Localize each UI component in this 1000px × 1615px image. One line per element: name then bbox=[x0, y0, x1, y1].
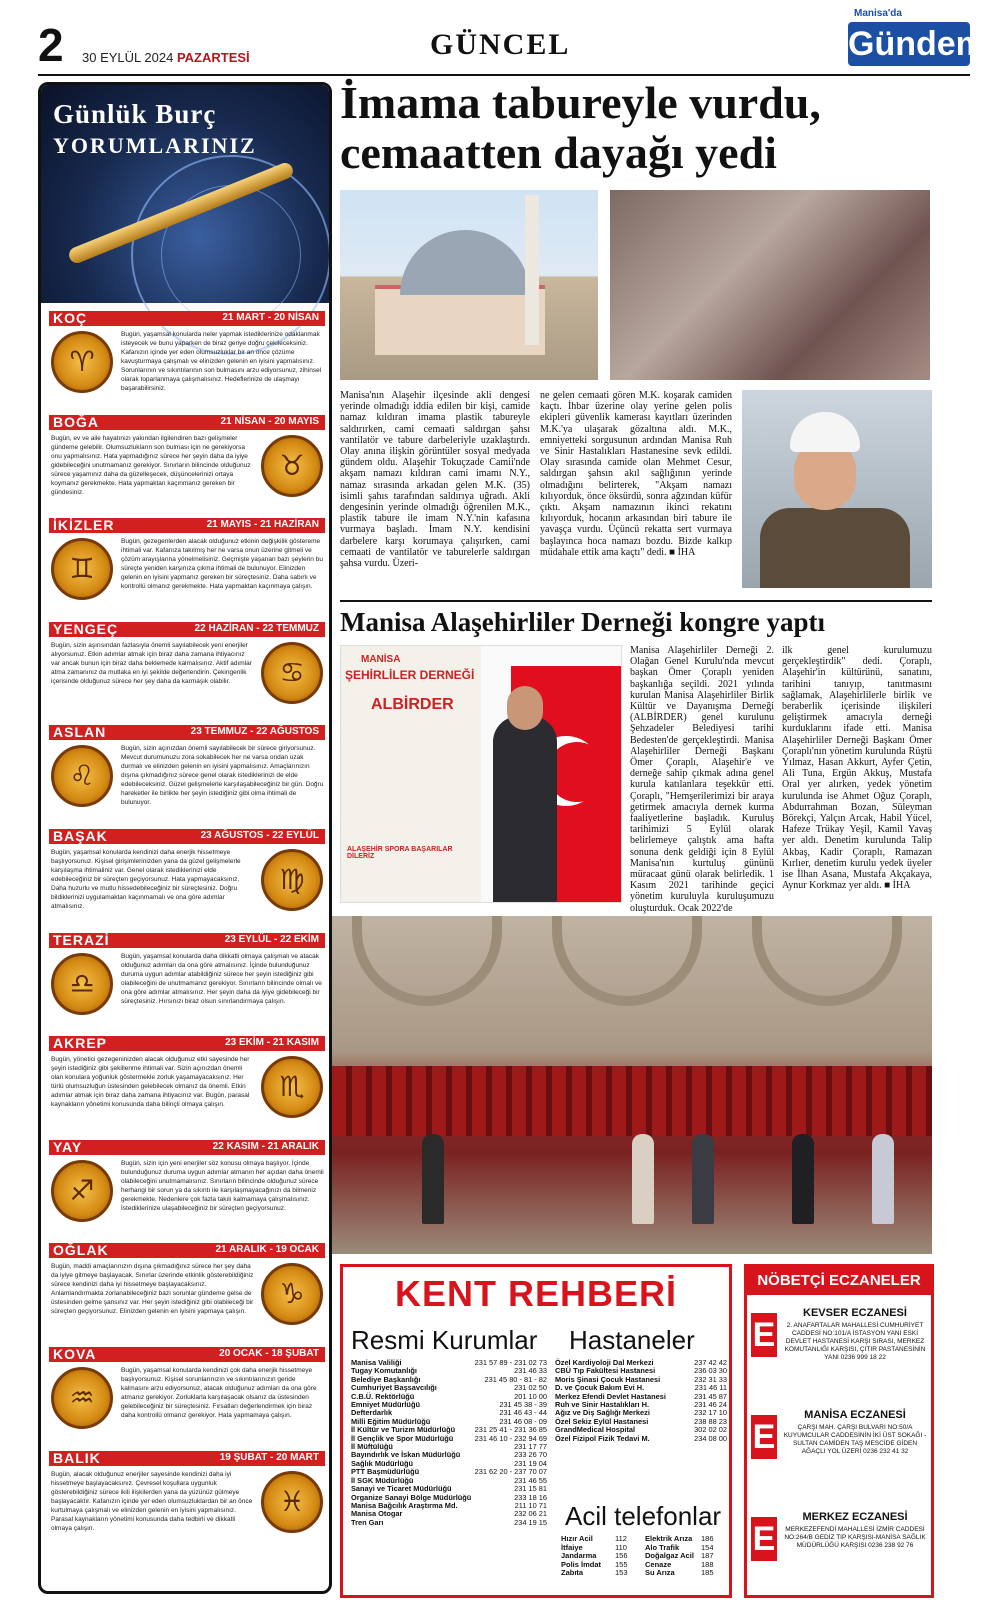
issue-date bbox=[82, 50, 250, 65]
official-row-label: İl Kültür ve Turizm Müdürlüğü bbox=[351, 1425, 456, 1435]
article2-column-2: ilk genel kurulumuzu gerçekleştirdik" dedi. Çoraplı, Alaşehir'in kültürünü, sanatını, tarihini tanıyıp, tanıtmasını sağlamak, Alaşehirlilerle birlik ve beraberlik içerisinde ilişkileri geliştirmek amacıyla derneği kurduklarını ifade etti. Manisa Alaşehirliler Derneği Başkanı Ömer Çoraplı'nın yönetim kurulunda Rüştü Yılmaz, Hasan Akkurt, Ayfer Çetin, Ali Tuna, Ergün Akkuş, Mustafa Oral yer alırken, yedek yönetim kurulunda ise Ahmet Oğuz Çoraplı, Abdurrahman Bozan, Süleyman Börekçi, Yalçın Arcak, Habil Yücel, Hafeze Trükay Yeşil, Kamil Yavaş yer aldı. Denetim kurulunda Talip Akbaş, Kadir Çoraplı, Ramazan Kırlıer, denetim kurulu yedek üyeler ise İlhan Asana, Mustafa Akçakaya, Aynur Korkmaz yer aldı. ■ İHA bbox=[782, 645, 932, 892]
horoscope-sign bbox=[49, 1243, 325, 1343]
official-row-label: PTT Başmüdürlüğü bbox=[351, 1467, 420, 1477]
sign-header-bar bbox=[49, 725, 325, 740]
article2-column-1: Manisa Alaşehirliler Derneği 2. Olağan Genel Kurulu'nda mevcut başkan Ömer Çoraplı yeniden başkanlığa seçildi. 2021 yılında kurulan Manisa Alaşehirliler Birlik Kültür ve Dayanışma Derneği (ALBİRDER) genel kurulunu Şehzadeler Belediyesi tarihi Bedesten'de gerçekleştirdi. Manisa Alaşehirliler Derneği Başkanı Ömer Çoraplı, Alaşehir'e ve derneğe sahip çıkmak adına genel kurula katılanlara teşekkür etti. Çoraplı, "Hemşerilerimizi bir araya getirmek amacıyla dernek kurma faaliyetlerine başladık. Kuruluş tarihimizi 5 Eylül olarak belirlemeye çalıştık ama hafta sonuna denk geldiği için 8 Eylül Manisa'nın kurtuluş gününü müracaat günü olarak belirledik. 1 Kasım 2021 tarihinde geçici yönetim kuruluyla kuruluşumuzu oluşturduk. Ocak 2022'de bbox=[630, 645, 774, 914]
portrait-coat bbox=[760, 508, 910, 588]
horoscope-sign bbox=[49, 933, 325, 1033]
sign-dates: 21 MAYIS - 21 HAZİRAN bbox=[206, 519, 319, 531]
weekday-text: PAZARTESİ bbox=[176, 50, 250, 65]
hospitals-list bbox=[555, 1359, 727, 1443]
pharmacy-address: MERKEZEFENDİ MAHALLESİ İZMİR CADDESİ NO:264/B GEDİZ TIP KARŞISI-MANİSA SAĞLIK MÜDÜRLÜĞÜ KARŞISI 0236 238 92 76 bbox=[784, 1526, 926, 1549]
mosque-building bbox=[375, 285, 545, 355]
hospital-row-phone: 231 46 24 bbox=[694, 1400, 727, 1410]
sign-name: OĞLAK bbox=[53, 1242, 109, 1259]
official-row-phone: 231 46 08 - 09 bbox=[499, 1416, 547, 1426]
sign-header-bar bbox=[49, 518, 325, 533]
newspaper-logo bbox=[848, 8, 986, 66]
official-row-label: Manisa Bağcılık Araştırma Md. bbox=[351, 1500, 458, 1510]
official-row-phone: 233 18 16 bbox=[514, 1492, 547, 1502]
sign-dates: 23 EKİM - 21 KASIM bbox=[225, 1037, 319, 1049]
sign-text: Bugün, yönetici gezegeninizden alacak olduğunuz etki sayesinde her şeyin istediğiniz gibi şekillenme ihtimali var. Sizin açınızdan önemli olan konulara yoğunluk göstermekle zorluk yaşamayacaksınız. Her türlü olumsuzluğun üstesinden gelebilecek olmanız da önemli. Etkin adımlar atmak için biraz daha zamana ihtiyacınız var. Bugün, parasal kaynakların yönetimi konusunda daha bilinçli olmaya çalışın. bbox=[51, 1056, 250, 1109]
official-row-label: C.B.Ü. Rektörlüğü bbox=[351, 1391, 415, 1401]
emergency-number: 154 bbox=[701, 1542, 714, 1552]
emergency-label: Alo Trafik bbox=[645, 1542, 680, 1552]
hospital-row-phone: 231 45 87 bbox=[694, 1391, 727, 1401]
zodiac-icon: ♎ bbox=[51, 953, 113, 1015]
speaker-head bbox=[507, 686, 543, 730]
article2-headline: Manisa Alaşehirliler Derneği kongre yaptı bbox=[340, 607, 825, 637]
hospital-row-phone: 236 03 30 bbox=[694, 1366, 727, 1376]
official-row-phone: 234 19 15 bbox=[514, 1517, 547, 1527]
zodiac-icon: ♏ bbox=[261, 1056, 323, 1118]
official-row-phone: 231 62 20 - 237 70 07 bbox=[474, 1467, 547, 1477]
horoscope-sign bbox=[49, 1140, 325, 1240]
horoscope-sign bbox=[49, 1347, 325, 1447]
official-row-label: İl Müftülüğü bbox=[351, 1442, 393, 1452]
sign-dates: 23 TEMMUZ - 22 AĞUSTOS bbox=[190, 726, 319, 738]
sign-text: Bugün, yaşamsal konularda neler yapmak istediklerinize odaklanmak isteyecek ve bunu yaparken de biraz geriye doğru çekileceksiniz. Kafanızın içinde yer eden olumsuzluklar bir an önce çözüme kavuşturmaya çalışmalı ve elinizden gelenin en iyisini yapmalısınız. Sorunlarının ve sıkıntılarının son bulmasını arzu ediyorsunuz, zihinsel olarak toparlanmaya çalışmalısınız. Hedeflerinize de ulaşmayı başarabilirsiniz. bbox=[121, 331, 322, 392]
sign-dates: 23 EYLÜL - 22 EKİM bbox=[224, 933, 319, 945]
hospital-row-label: CBÜ Tıp Fakültesi Hastanesi bbox=[555, 1366, 656, 1376]
emergency-number: 188 bbox=[701, 1559, 714, 1569]
hospital-row-phone: 238 88 23 bbox=[694, 1416, 727, 1426]
sign-header-bar bbox=[49, 829, 325, 844]
official-row bbox=[351, 1519, 547, 1527]
pharmacies-box bbox=[744, 1264, 934, 1598]
sign-name: BAŞAK bbox=[53, 828, 108, 844]
sign-dates: 21 MART - 20 NİSAN bbox=[222, 312, 319, 323]
banner-text-3: ALBİRDER bbox=[371, 696, 454, 713]
horoscope-subtitle: YORUMLARINIZ bbox=[53, 133, 257, 158]
sign-header-bar bbox=[49, 1140, 325, 1155]
headline-line-1: İmama tabureyle vurdu, bbox=[340, 77, 821, 128]
official-row-label: Sağlık Müdürlüğü bbox=[351, 1458, 413, 1468]
emergency-number: 187 bbox=[701, 1551, 714, 1561]
official-row-phone: 231 45 80 - 81 - 82 bbox=[484, 1374, 547, 1384]
sign-name: KOÇ bbox=[53, 310, 88, 326]
hospital-row-phone: 302 02 02 bbox=[694, 1425, 727, 1435]
sign-text: Bugün, yaşamsal konularda kendinizi daha enerjik hissetmeye başlıyorsunuz. Kişisel girişimlerinizden yana da güzel gelişmelerle karşılaşma ihtimaliniz var. Genel olarak istediklerinizi elde edebileceğiniz bir süreçten geçiyorsunuz. Hata yapmayacaksınız. Daha huzurlu ve mutlu hissedebileceğiniz bir süreçtesiniz. Doğru bildiklerinizi uygulamaktan kaçınmamalı ve ona göre adımlar atmalısınız. bbox=[51, 849, 241, 910]
zodiac-icon: ♋ bbox=[261, 642, 323, 704]
date-text: 30 EYLÜL 2024 bbox=[82, 50, 174, 65]
sign-name: TERAZİ bbox=[53, 931, 110, 948]
attendee bbox=[632, 1134, 654, 1224]
mosque-dome bbox=[400, 230, 530, 295]
official-institutions-title: Resmi Kurumlar bbox=[351, 1325, 538, 1355]
banner-text-4: ALAŞEHİR SPORA BAŞARILAR DİLERİZ bbox=[347, 846, 453, 860]
cctv-still-photo bbox=[610, 190, 930, 380]
congress-hall-photo bbox=[332, 916, 932, 1254]
official-row-label: Manisa Valiliği bbox=[351, 1358, 402, 1367]
sign-dates: 21 NİSAN - 20 MAYIS bbox=[220, 415, 319, 427]
zodiac-icon: ♑ bbox=[261, 1263, 323, 1325]
sign-name: KOVA bbox=[53, 1346, 97, 1362]
official-row-label: Sanayi ve Ticaret Müdürlüğü bbox=[351, 1484, 452, 1494]
city-guide-title: KENT REHBERİ bbox=[394, 1273, 678, 1314]
zodiac-icon: ♊ bbox=[51, 538, 113, 600]
official-row-phone: 231 17 77 bbox=[514, 1442, 547, 1452]
official-row-label: Manisa Otogar bbox=[351, 1509, 403, 1519]
hospital-row-label: Merkez Efendi Devlet Hastanesi bbox=[555, 1391, 666, 1401]
pharmacy-name: MANİSA ECZANESİ bbox=[804, 1409, 906, 1421]
hospitals-title: Hastaneler bbox=[569, 1325, 695, 1355]
sign-dates: 19 ŞUBAT - 20 MART bbox=[219, 1451, 319, 1463]
official-row-phone: 231 46 55 bbox=[514, 1475, 547, 1485]
official-row-label: Defterdarlık bbox=[351, 1408, 393, 1418]
article1-column-1: Manisa'nın Alaşehir ilçesinde akli dengesi yerinde olmadığı iddia edilen bir kişi, camide namaz kıldıran imama plastik tabureyle saldırırken, cami cemaati saldırgan şahsı vantilatör ve tabure darbeleriyle uzaklaştırdı. Olay anına ilişkin görüntüler sosyal medyada gündem oldu. Alaşehir Tokuçzade Camii'nde akşam namazı kıldıran cami imamı N.Y., namaz sırasında arkadan gelen M.K. (35) isimli şahıs tarafından saldırıya uğradı. Akli dengesinin yerinde olmadığı öğrenilen M.K., plastik tabure ile imam N.Y.'nin kafasına vurmaya başladı. İmam N.Y. kendisini darbelere karşı korumaya çalışırken, cami cemaati de vantilatör ve taburelerle saldırgan şahsa vurdu. Üzeri- bbox=[340, 390, 530, 570]
hospital-row-phone: 232 17 10 bbox=[694, 1408, 727, 1418]
official-row-phone: 231 46 10 - 232 94 69 bbox=[474, 1433, 547, 1443]
horoscope-sign bbox=[49, 1036, 325, 1136]
hospital-row-label: Özel Kardiyoloji Dal Merkezi bbox=[555, 1358, 654, 1367]
main-headline bbox=[340, 78, 980, 178]
official-row-phone: 231 25 41 - 231 36 85 bbox=[474, 1425, 547, 1435]
emergency-row bbox=[561, 1569, 731, 1578]
sign-name: YENGEÇ bbox=[53, 620, 119, 637]
horoscope-sign bbox=[49, 518, 325, 618]
official-row-phone: 231 45 38 - 39 bbox=[499, 1400, 547, 1410]
witness-portrait-photo bbox=[742, 390, 932, 588]
sign-header-bar bbox=[49, 622, 325, 637]
article-divider bbox=[340, 600, 932, 602]
emergency-number: 110 bbox=[615, 1542, 627, 1552]
zodiac-icon: ♌ bbox=[51, 745, 113, 807]
sign-header-bar bbox=[49, 415, 325, 430]
hospital-row-phone: 234 08 00 bbox=[694, 1433, 727, 1443]
page-number: 2 bbox=[38, 19, 64, 71]
sign-text: Bugün, sizin açınızdan önemli sayılabilecek bir sürece giriyorsunuz. Mevcut durumunuzu zora sokabilecek her ne varsa ondan uzak durmalı ve elinizden gelenin en iyisini yapmalısınız. Amaçlarınızın dışına çıkmadığınız sürece genel olarak istediklerinizi de elde edebileceksiniz. Güzel gelişmelerle karşılaşabileceğiniz bir gün. Doğru hareketler ile birlikte her şeyin istediğiniz gibi olma ihtimali de bulunuyor. bbox=[121, 745, 324, 807]
emergency-label: Su Arıza bbox=[645, 1568, 675, 1578]
pharmacy-e-icon: E bbox=[751, 1313, 777, 1357]
horoscope-sign bbox=[49, 725, 325, 825]
page-header bbox=[0, 0, 1000, 78]
emergency-label: Cenaze bbox=[645, 1559, 672, 1569]
hospital-row-phone: 232 31 33 bbox=[694, 1374, 727, 1384]
sign-dates: 22 KASIM - 21 ARALIK bbox=[212, 1140, 319, 1152]
pharmacy-item bbox=[747, 1307, 931, 1393]
pharmacy-item bbox=[747, 1409, 931, 1495]
sign-dates: 20 OCAK - 18 ŞUBAT bbox=[219, 1348, 319, 1359]
pharmacy-address: ÇARŞI MAH. ÇARŞI BULVARI NO:50/A KUYUMCULAR CADDESİNİN İKİ ÜST SOKAĞI - SULTAN CAMİDEN TAŞ MESCİDE GİDEN AĞAÇLI YOL ÜZERİ 0236 232 41 32 bbox=[783, 1424, 927, 1455]
sign-header-bar bbox=[49, 1243, 325, 1258]
hospital-row-label: Özel Sekiz Eylül Hastanesi bbox=[555, 1416, 649, 1426]
logo-text: Gündem bbox=[848, 25, 986, 63]
horoscope-sign bbox=[49, 829, 325, 929]
association-banner bbox=[341, 646, 481, 903]
sign-text: Bugün, maddi amaçlarınızın dışına çıkmadığınız sürece her şey daha da iyiye gitmeye başlayacak. Sınırlar üzerinde etkinlik gösterebildiğiniz sürece kendinizi daha iyi hissetmeye başlayacaksınız. Anlamlandırmakta zorlanabileceğiniz bazı sorunlar gündeme gelse de üstesinden gelme şansınız var. Her şeyin istediğiniz gibi olabileceği bir süreçten geçiyorsunuz. Elinizden gelenin en iyisini yapmaya çalışın. bbox=[51, 1263, 254, 1316]
sign-text: Bugün, gezegenlerden alacak olduğunuz etkinin değişkilik göstereme ihtimali var. Kafanıza takılmış her ne varsa onun üzerine gitmeli ve çözüm arayışlarına yönelmelisiniz. Geçmişte yaşanan bazı şeylerin bu süreçte yeniden karşınıza çıkma ihtimali de bulunuyor. Elinizden gelenin en iyisini yapmanız gereken bir süreçtesiniz. Daha sabırlı ve kontrollü olmanız gerekmekte. Hata yapmaktan kaçınmaya çalışın. bbox=[121, 538, 323, 591]
hospital-row-phone: 231 46 11 bbox=[694, 1383, 727, 1393]
attendee bbox=[422, 1134, 444, 1224]
hospital-row-label: Ağız ve Diş Sağlığı Merkezi bbox=[555, 1408, 650, 1418]
sign-header-bar bbox=[49, 311, 325, 326]
article1-column-2: ne gelen cemaati gören M.K. koşarak camiden kaçtı. İhbar üzerine olay yerine gelen polis ekipleri güvenlik kamerası kayıtları üzerinden M.K.'ya ulaşarak gözaltına aldı. M.K., emniyetteki sorgusunun ardından Manisa Ruh ve Sinir Hastalıkları Hastanesine sevk edildi. Olay sırasında camide olan Mehmet Cesur, saldırgan şahsın akıl sağlığının yerinde olmadığını belirterek, "Akşam namazı kılıyorduk, önce öksürdü, sonra ağzından küfür çıktı. Akşam namazının ikinci rekatını kılıyorduk, hocanın arkasından biri tabure ile yavaşça vurdu. Üçüncü rekatta sert vurmaya başlayınca hoca namazı bozdu. Bizde kalkıp müdahale ettik ama kaçtı" dedi. ■ İHA bbox=[540, 390, 732, 558]
horoscope-sign bbox=[49, 1451, 325, 1551]
sign-dates: 21 ARALIK - 19 OCAK bbox=[215, 1244, 319, 1256]
sign-name: BOĞA bbox=[53, 413, 99, 430]
hospital-row-phone: 237 42 42 bbox=[694, 1358, 727, 1367]
sign-text: Bugün, ev ve aile hayatınızı yakından ilgilendiren bazı gelişmeler gündeme gelebilir. Olumsuzlukların son bulması için ne gerekiyorsa onu yapmalısınız. Hata yapmadığınız sürece her şeyin daha da iyiye gidebileceğini unutmamanız gerekiyor. Sınırların bilincinde olduğunuz sürece yaşamınız daha da güzelleşecek, düşüncelerinizi ortaya koymanız gerekmekte. Hata yapmaktan kaçınmanız gereken bir gündesiniz. bbox=[51, 434, 251, 496]
sign-name: AKREP bbox=[53, 1035, 108, 1052]
official-row-phone: 231 15 81 bbox=[514, 1484, 547, 1494]
emergency-label: Elektrik Arıza bbox=[645, 1534, 693, 1543]
mosque-minaret bbox=[525, 195, 539, 345]
emergency-label: Zabıta bbox=[561, 1568, 584, 1578]
logo-tagline: Manisa'da bbox=[854, 8, 902, 19]
sign-dates: 23 AĞUSTOS - 22 EYLÜL bbox=[200, 830, 319, 841]
official-row-phone: 211 10 71 bbox=[514, 1500, 547, 1510]
red-chairs-rows bbox=[332, 1066, 932, 1136]
sign-text: Bugün, yaşamsal konularda kendinizi çok daha enerjik hissetmeye başlıyorsunuz. Kişisel sorunlarınızın ve sıkıntılarınızın geride kalmasını arzu ediyorsunuz, atacak olduğunuz adımları da ona göre atmanız gerekiyor. Zorluklarla karşılaşacak olsanız da üstesinden gelebileceğiniz bir süreçtesiniz. Fırsatları değerlendirmek için biraz daha kontrollü olmanız gerekiyor. Hata yapmamaya çalışın. bbox=[121, 1367, 317, 1419]
zodiac-icon: ♉ bbox=[261, 435, 323, 497]
attendee bbox=[692, 1134, 714, 1224]
hospital-row bbox=[555, 1435, 727, 1443]
hall-arch bbox=[352, 916, 502, 1006]
zodiac-icon: ♒ bbox=[51, 1367, 113, 1429]
official-row-phone: 201 10 00 bbox=[514, 1391, 547, 1401]
pharmacy-e-icon: E bbox=[751, 1517, 777, 1561]
hall-arch bbox=[552, 916, 702, 1006]
emergency-phones-list bbox=[561, 1535, 731, 1578]
emergency-number: 156 bbox=[615, 1551, 628, 1561]
emergency-number: 112 bbox=[615, 1534, 627, 1543]
official-row-label: Emniyet Müdürlüğü bbox=[351, 1400, 420, 1410]
official-institutions-list bbox=[351, 1359, 547, 1527]
hospital-row-label: Ruh ve Sinir Hastalıkları H. bbox=[555, 1400, 650, 1410]
hall-arch bbox=[752, 916, 902, 1006]
sign-text: Bugün, yaşamsal konularda daha dikkatli olmaya çalışmalı ve atacak olduğunuz adımları da ona göre atmalısınız. İçinde bulunduğunuz duruma uygun adımlar atabildiğiniz sürece her şeyin istediğiniz gibi olabileceğini de unutmamanız gerekiyor. Sınırların bilincinde olmalı ve ona göre adımlar atmalısınız. Her şeyin daha da iyiye gidebileceği bir süreçtesiniz. Hırsınızı biraz olsun sınırlandırmaya çalışın. bbox=[121, 952, 322, 1005]
pharmacy-e-icon: E bbox=[751, 1415, 777, 1459]
sign-dates: 22 HAZİRAN - 22 TEMMUZ bbox=[194, 622, 319, 634]
pharmacy-address: 2. ANAFARTALAR MAHALLESİ CUMHURİYET CADDESİ NO:101/A İSTASYON YANI ESKİ DEVLET HASTANESİ KARŞI SIRASI, MERKEZ KOMUTANLIĞI KARŞISI, ÇITIR PASTANESİNİN YANI 0236 999 18 22 bbox=[784, 1322, 926, 1361]
official-row-phone: 231 19 04 bbox=[514, 1458, 547, 1468]
official-row-label: Tugay Komutanlığı bbox=[351, 1366, 417, 1376]
zodiac-icon: ♈ bbox=[51, 331, 113, 393]
emergency-number: 186 bbox=[701, 1534, 714, 1543]
section-title: GÜNCEL bbox=[430, 28, 571, 61]
hospital-row-label: Özel Fizipol Fizik Tedavi M. bbox=[555, 1433, 650, 1443]
emergency-label: İtfaiye bbox=[561, 1542, 583, 1552]
horoscope-sign bbox=[49, 622, 325, 722]
banner-text-2: ŞEHİRLİLER DERNEĞİ bbox=[345, 668, 475, 682]
pharmacies-title: NÖBETÇİ ECZANELER bbox=[747, 1267, 931, 1295]
mosque-photo bbox=[340, 190, 598, 380]
official-row-phone: 232 06 21 bbox=[514, 1509, 547, 1519]
zodiac-icon: ♍ bbox=[261, 849, 323, 911]
horoscope-sign bbox=[49, 415, 325, 515]
official-row-label: İl Gençlik ve Spor Müdürlüğü bbox=[351, 1433, 454, 1443]
sign-header-bar bbox=[49, 1036, 325, 1051]
emergency-label: Doğalgaz Acil bbox=[645, 1551, 694, 1561]
pharmacy-name: MERKEZ ECZANESİ bbox=[802, 1511, 908, 1523]
official-row-phone: 233 26 70 bbox=[514, 1450, 547, 1460]
sign-header-bar bbox=[49, 1451, 325, 1466]
hospital-row-label: D. ve Çocuk Bakım Evi H. bbox=[555, 1383, 645, 1393]
zodiac-icon: ♓ bbox=[261, 1471, 323, 1533]
sign-header-bar bbox=[49, 933, 325, 948]
official-row-phone: 231 57 89 - 231 02 73 bbox=[474, 1358, 547, 1367]
official-row-label: Cumhuriyet Başsavcılığı bbox=[351, 1383, 437, 1393]
speaker-figure bbox=[493, 716, 557, 903]
headline-line-2: cemaatten dayağı yedi bbox=[340, 127, 777, 178]
emergency-label: Jandarma bbox=[561, 1551, 597, 1561]
pharmacy-item bbox=[747, 1511, 931, 1597]
pharmacy-name: KEVSER ECZANESİ bbox=[803, 1307, 907, 1319]
horoscope-sign bbox=[49, 311, 325, 411]
emergency-number: 155 bbox=[615, 1559, 628, 1569]
official-row-label: Organize Sanayi Bölge Müdürlüğü bbox=[351, 1492, 472, 1502]
hospital-row-label: GrandMedical Hospital bbox=[555, 1425, 636, 1435]
sign-name: BALIK bbox=[53, 1449, 101, 1466]
official-row-label: Bayındırlık ve İskan Müdürlüğü bbox=[351, 1450, 461, 1460]
official-row-label: Milli Eğitim Müdürlüğü bbox=[351, 1416, 431, 1426]
official-row-label: İl SGK Müdürlüğü bbox=[351, 1475, 414, 1485]
sign-name: ASLAN bbox=[53, 724, 107, 741]
horoscope-title: Günlük Burç bbox=[53, 99, 217, 129]
city-guide-box bbox=[340, 1264, 732, 1598]
banner-text-1: MANİSA bbox=[361, 654, 401, 665]
emergency-number: 185 bbox=[701, 1568, 714, 1578]
portrait-cap bbox=[790, 412, 860, 452]
official-row-phone: 231 46 33 bbox=[514, 1366, 547, 1376]
hospital-row-label: Moris Şinasi Çocuk Hastanesi bbox=[555, 1374, 661, 1384]
sign-text: Bugün, sizin aşırısından fazlasıyla önemli sayılabilecek yeni enerjiler alıyorsunuz. Etkin adımlar atmak için biraz daha zamana ihtiyacınız var ancak bunun için biraz daha beklemede kalmalısınız. Aktif adımlar atma zamanınız da mutlaka en iyi şekilde değerlendirin. Çekingenlik içerisinde olduğunuz sürece her şey daha da karmaşık olabilir. bbox=[51, 641, 252, 685]
speaker-photo bbox=[340, 645, 622, 903]
sign-name: İKİZLER bbox=[53, 517, 115, 534]
attendee bbox=[792, 1134, 814, 1224]
emergency-label: Hızır Acil bbox=[561, 1534, 593, 1543]
official-row-label: Belediye Başkanlığı bbox=[351, 1374, 421, 1384]
emergency-phones-title: Acil telefonlar bbox=[565, 1501, 722, 1531]
horoscope-column bbox=[38, 82, 332, 1594]
horoscope-banner bbox=[41, 85, 329, 303]
attendee bbox=[872, 1134, 894, 1224]
zodiac-icon: ♐ bbox=[51, 1160, 113, 1222]
official-row-phone: 231 02 50 bbox=[514, 1383, 547, 1393]
official-row-phone: 231 46 43 - 44 bbox=[499, 1408, 547, 1418]
sign-text: Bugün, sizin için yeni enerjiler söz konusu olmaya başlıyor. İçinde bulunduğunuz duruma uygun adımlar atmanın her açıdan daha önemli olabileceğini unutmamalısınız. Sınırların bilincinde olduğunuz sürece herhangi bir sorun ya da sıkıntı ile karşılaşmayacağınızı da bilmeniz gerekmekte. Nedenlere çok fazla takılı kalmamaya çalışmalısınız. İstediklerinize ulaşabileceğiniz bir süreçten geçiyorsunuz. bbox=[121, 1159, 324, 1212]
emergency-number: 153 bbox=[615, 1568, 628, 1578]
official-row-label: Tren Garı bbox=[351, 1517, 384, 1527]
sign-text: Bugün, alacak olduğunuz enerjiler sayesinde kendinizi daha iyi hissetmeye başlayacaksınız. Çevresel koşullara uygunluk gösterebildiğiniz sürece ikili ilişkilerden yana da yüzünüz gülmeye başlayacaktır. Kafanızın içinde yer eden olumsuzluklardan bir an önce kurtulmaya çalışmalı ve elinizden gelenin en iyisini yapmalısınız. Parasal kaynakların yönetimi konusunda daha tedbirli ve dikkatli olmaya çalışın. bbox=[51, 1470, 253, 1532]
sign-header-bar bbox=[49, 1347, 325, 1362]
sign-name: YAY bbox=[53, 1138, 83, 1155]
header-divider bbox=[38, 74, 970, 76]
emergency-label: Polis İmdat bbox=[561, 1559, 602, 1569]
